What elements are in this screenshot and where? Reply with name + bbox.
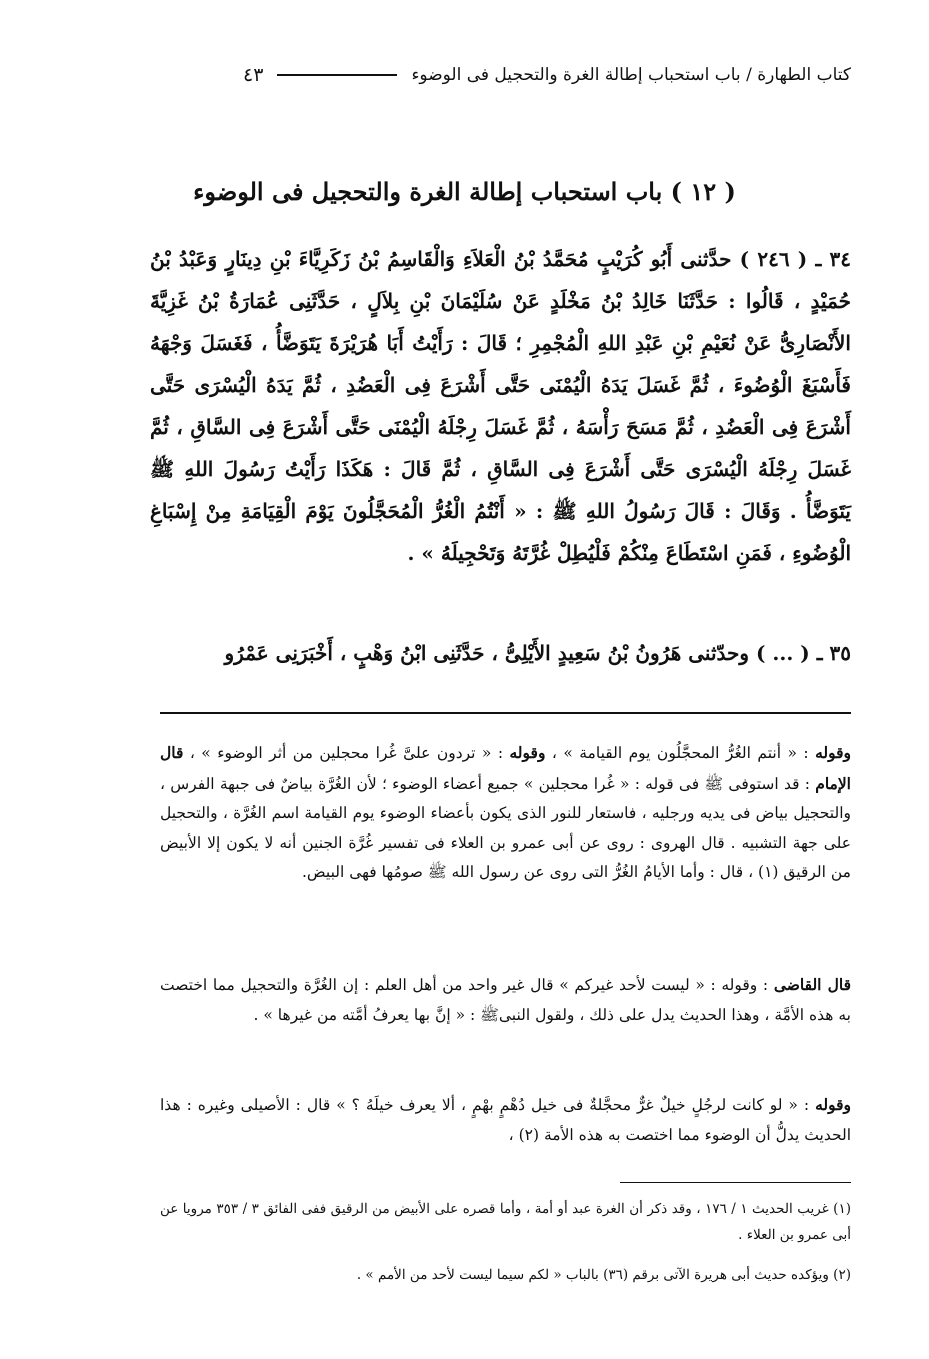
commentary-paragraph-1: [160, 738, 851, 888]
commentary-text: : « تردون علىَّ غُرا محجلين من أثر الوضوء » ،: [183, 744, 510, 762]
running-title: كتاب الطهارة / باب استحباب إطالة الغرة والتحجيل فى الوضوء: [411, 65, 851, 85]
commentary-lead: قال الإمام: [160, 743, 851, 793]
commentary-text: : قد استوفى ﷺ فى قوله : « غُرا محجلين » جميع أعضاء الوضوء ؛ لأن الغُرَّة بياضٌ فى جبهة الفرس ، والتحجيل بياض فى يديه ورجليه ، فاستعار للنور الذى يكون بأعضاء الوضوء يوم القيامة اسم الغُرَّة ، والتحجيل على جهة التشبيه . قال الهروى : روى عن أبى عمرو بن العلاء فى تفسير غُرَّة الجنين أنه لا يكون إلا الأبيض من الرقيق (١) ، قال : وأما الأيامُ الغُرُّ التى روى عن رسول الله ﷺ صومُها فهى البيض.: [160, 774, 851, 881]
commentary-lead: وقوله: [509, 743, 546, 762]
commentary-lead: وقوله: [815, 1095, 851, 1114]
commentary-paragraph-2: [160, 970, 851, 1030]
hadith-35-text: ٣٥ ـ ( ... ) وحدّثنى هَرُونُ بْنُ سَعِيدٍ الأَيْلِىُّ ، حَدَّثَنِى ابْنُ وَهْبٍ ، أَخْبَرَنِى عَمْرُو: [224, 641, 851, 665]
hadith-34-text: ٣٤ ـ ( ٢٤٦ ) حدَّثنى أَبُو كُرَيْبٍ مُحَمَّدُ بْنُ الْعَلاَءِ وَالْقَاسِمُ بْنُ زَكَرِيَّاءَ بْنِ دِينَارٍ وَعَبْدُ بْنُ حُمَيْدٍ ، قَالُوا : حَدَّثَنَا خَالِدُ بْنُ مَخْلَدٍ عَنْ سُلَيْمَانَ بْنِ بِلاَلٍ ، حَدَّثَنِى عُمَارَةُ بْنُ غَزِيَّةَ الأَنْصَارِىُّ عَنْ نُعَيْمِ بْنِ عَبْدِ اللهِ الْمُجْمِرِ ؛ قَالَ : رَأَيْتُ أَبَا هُرَيْرَةَ يَتَوَضَّأُ ، فَغَسَلَ وَجْهَهُ فَأَسْبَغَ الْوُضُوءَ ، ثُمَّ غَسَلَ يَدَهُ الْيُمْنَى حَتَّى أَشْرَعَ فِى الْعَضُدِ ، ثُمَّ يَدَهُ الْيُسْرَى حَتَّى أَشْرَعَ فِى الْعَضُدِ ، ثُمَّ مَسَحَ رَأْسَهُ ، ثُمَّ غَسَلَ رِجْلَهُ الْيُمْنَى حَتَّى أَشْرَعَ فِى السَّاقِ ، ثُمَّ غَسَلَ رِجْلَهُ الْيُسْرَى حَتَّى أَشْرَعَ فِى السَّاقِ ، ثُمَّ قَالَ : هَكَذَا رَأَيْتُ رَسُولَ اللهِ ﷺ يَتَوَضَّأُ . وَقَالَ : قَالَ رَسُولُ اللهِ ﷺ : « أَنْتُمُ الْغُرُّ الْمُحَجَّلُونَ يَوْمَ الْقِيَامَةِ مِنْ إِسْبَاغِ الْوُضُوءِ ، فَمَنِ اسْتَطَاعَ مِنْكُمْ فَلْيُطِلْ غُرَّتَهُ وَتَحْجِيلَهُ » .: [150, 247, 852, 565]
footnote-separator: [620, 1182, 851, 1183]
footnote-1: (١) غريب الحديث ١ / ١٧٦ ، وقد ذكر أن الغرة عبد أو أمة ، وأما قصره على الأبيض من الرقيق ففى الفائق ٣ / ٣٥٣ مرويا عن أبى عمرو بن العلاء .: [160, 1201, 851, 1243]
header-rule: [277, 74, 397, 76]
page-number: ٤٣: [243, 64, 264, 86]
commentary-lead: قال القاضى: [773, 975, 851, 994]
running-header: [140, 58, 851, 92]
footnote-2: (٢) ويؤكده حديث أبى هريرة الآتى برقم (٣٦) بالباب « لكم سيما ليست لأحد من الأمم » .: [356, 1267, 851, 1283]
commentary-lead: وقوله: [815, 743, 851, 762]
commentary-text: : « لو كانت لرجُلٍ خيلٌ غرٌّ محجَّلةٌ فى خيل دُهْمٍ بهْمٍ ، ألا يعرف خيلَهُ ؟ » قال : الأصيلى وغيره : هذا الحديث يدلُّ أن الوضوء مما اختصت به هذه الأمة (٢) ،: [160, 1096, 851, 1144]
commentary-text: : وقوله : « ليست لأحد غيركم » قال غير واحد من أهل العلم : إن الغُرَّة والتحجيل مما اختصت به هذه الأمَّة ، وهذا الحديث يدل على ذلك ، ولقول النبىﷺ : « إنَّ بها يعرفُ أمَّته من غيرها » .: [160, 976, 851, 1024]
commentary-paragraph-3: [160, 1090, 851, 1150]
chapter-title: ( ١٢ ) باب استحباب إطالة الغرة والتحجيل فى الوضوء: [193, 177, 736, 206]
commentary-text: : « أنتم الغُرُّ المحجَّلُون يوم القيامة » ،: [545, 744, 816, 762]
commentary-separator: [160, 712, 851, 714]
